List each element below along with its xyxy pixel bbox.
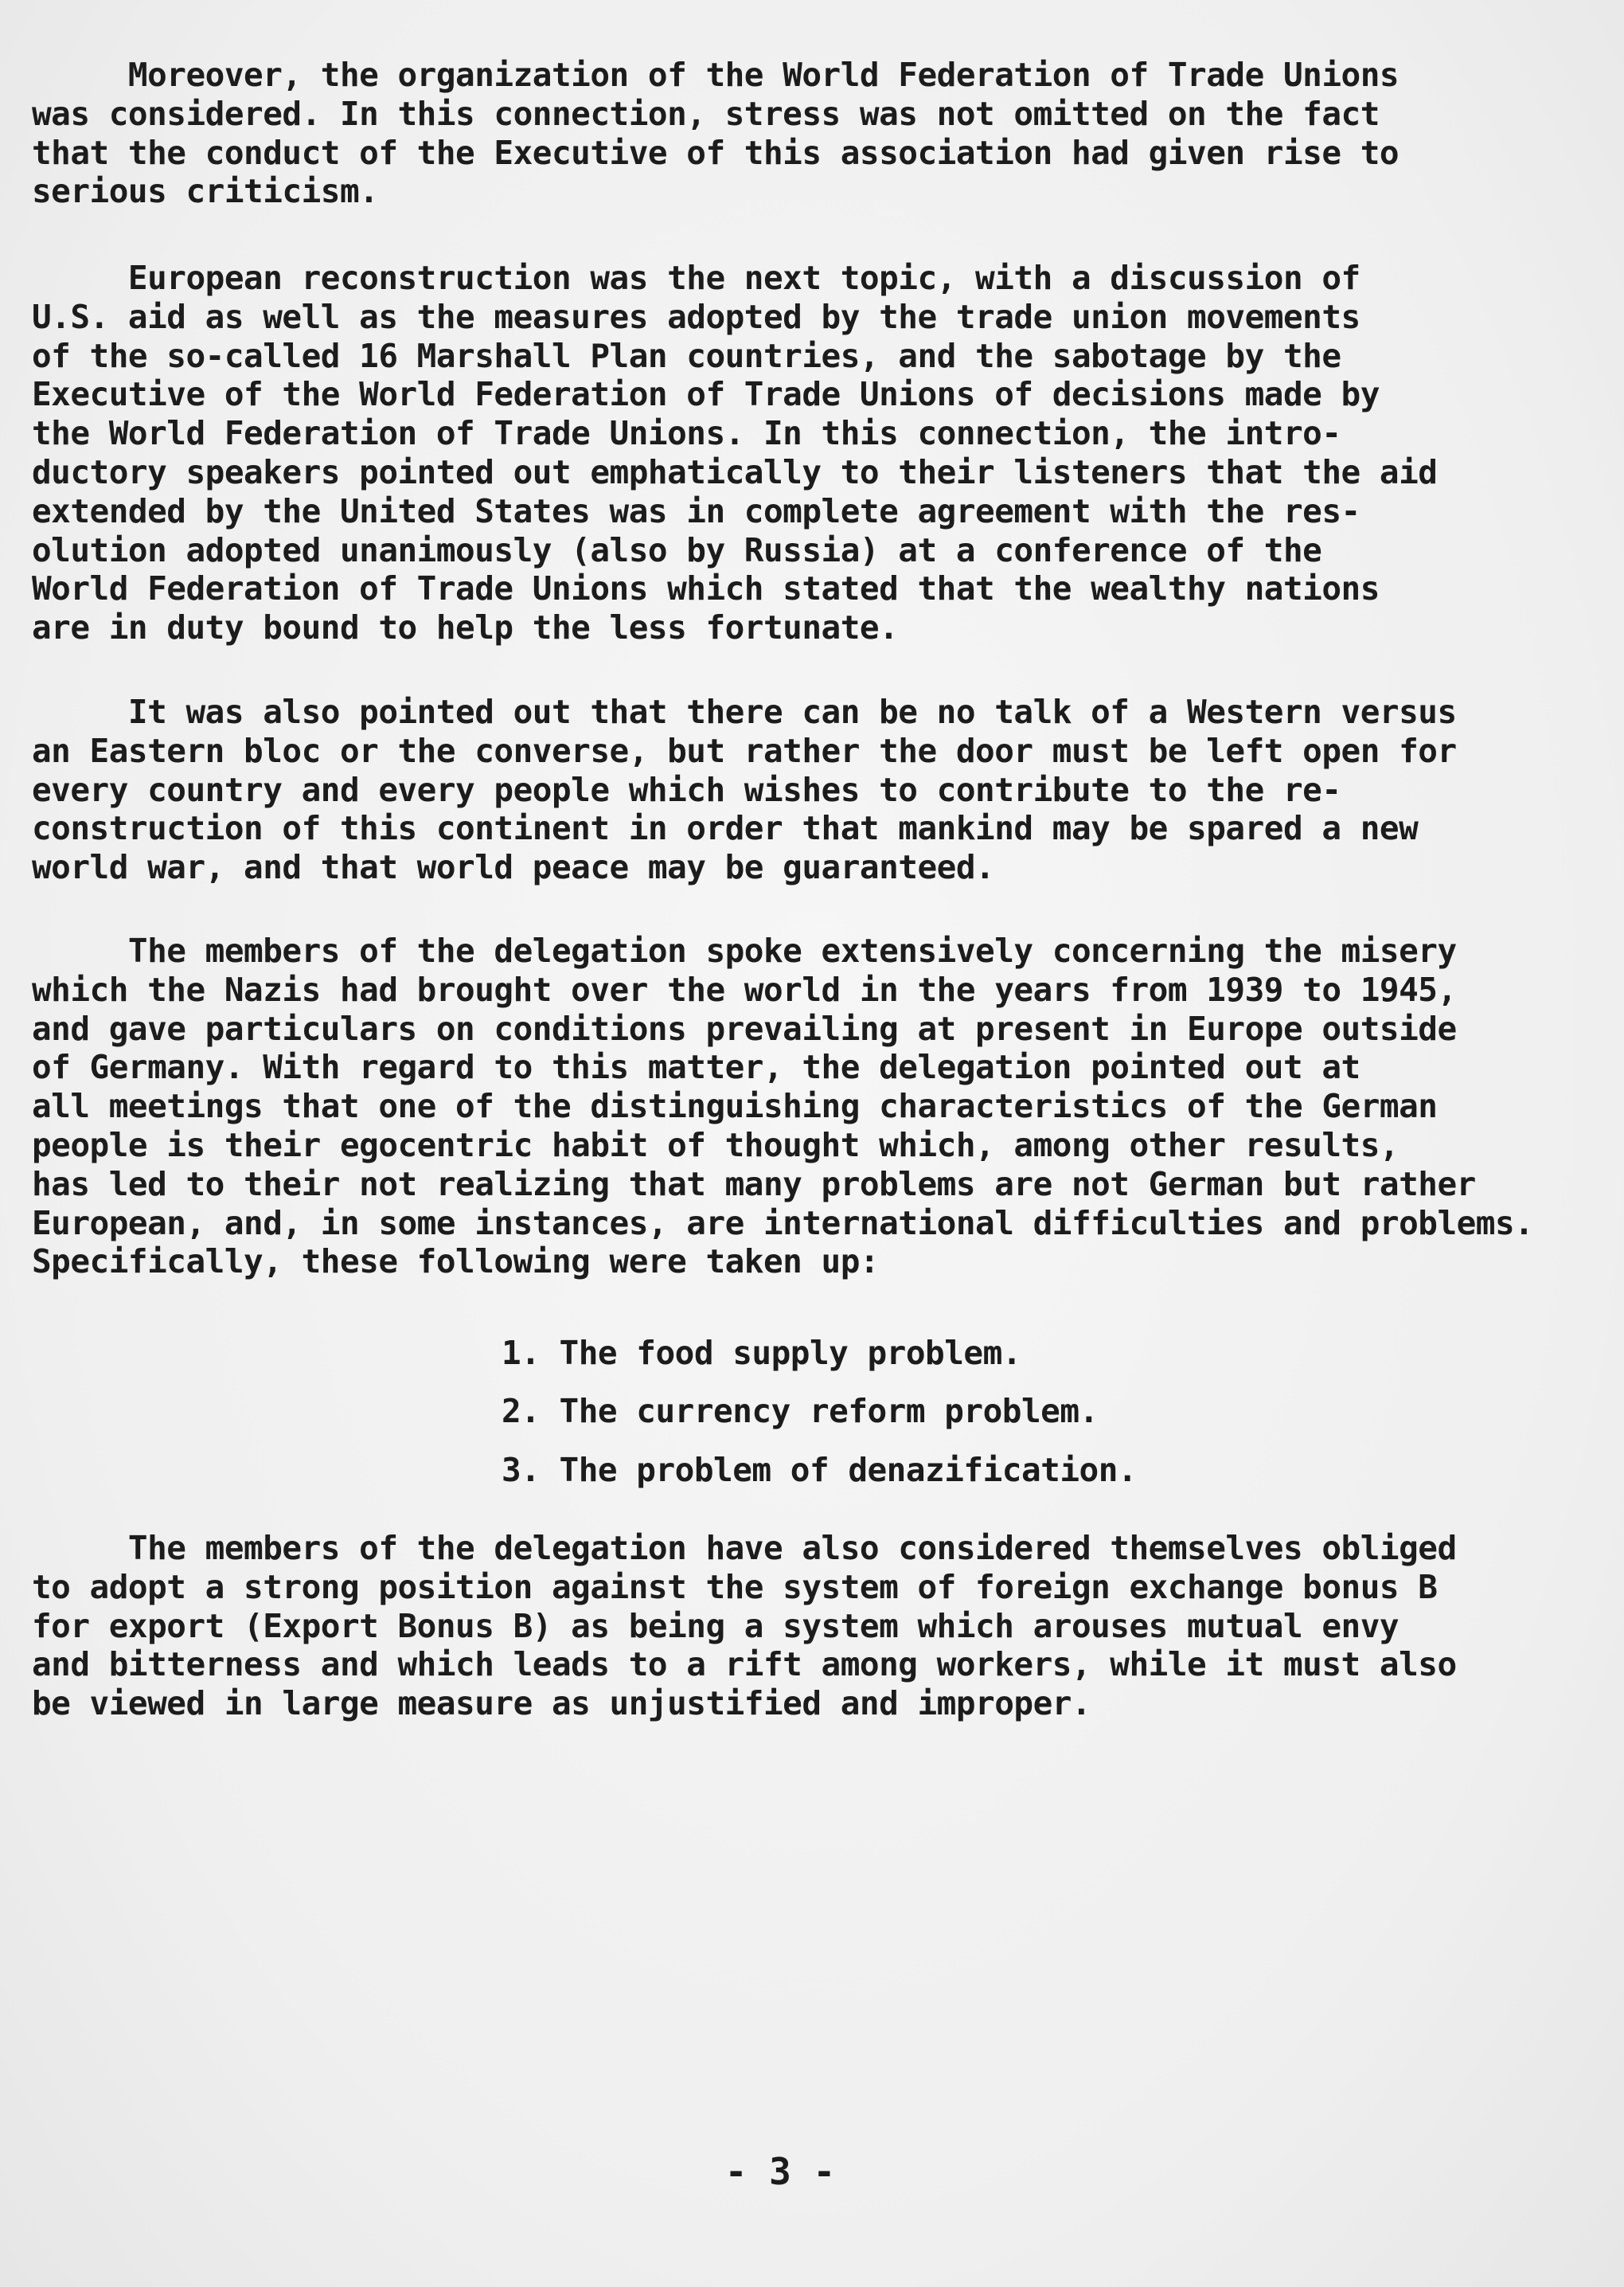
text-line: the World Federation of Trade Unions. In this connection, the intro- xyxy=(32,414,1341,453)
text-line: an Eastern bloc or the converse, but rather the door must be left open for xyxy=(32,731,1457,770)
text-line: The members of the delegation spoke extensively concerning the misery xyxy=(32,932,1457,970)
text-line: World Federation of Trade Unions which stated that the wealthy nations xyxy=(32,569,1380,608)
text-line: of the so-called 16 Marshall Plan countries, and the sabotage by the xyxy=(32,336,1341,375)
text-line: It was also pointed out that there can be no talk of a Western versus xyxy=(32,693,1457,731)
text-line: people is their egocentric habit of thought which, among other results, xyxy=(32,1125,1400,1164)
paragraph-nazi-misery xyxy=(32,932,1592,1281)
list-item: 2. The currency reform problem. xyxy=(502,1392,1099,1430)
text-line: of Germany. With regard to this matter, the delegation pointed out at xyxy=(32,1048,1360,1087)
text-line: has led to their not realizing that many problems are not German but rather xyxy=(32,1164,1476,1203)
text-line: ductory speakers pointed out emphatically to their listeners that the aid xyxy=(32,452,1438,491)
text-line: are in duty bound to help the less fortunate. xyxy=(32,608,899,647)
text-line: which the Nazis had brought over the world in the years from 1939 to 1945, xyxy=(32,970,1457,1009)
text-line: be viewed in large measure as unjustified and improper. xyxy=(32,1684,1091,1723)
text-line: for export (Export Bonus B) as being a system which arouses mutual envy xyxy=(32,1606,1400,1645)
text-line: olution adopted unanimously (also by Russia) at a conference of the xyxy=(32,530,1322,569)
paragraph-export-bonus xyxy=(32,1529,1592,1723)
text-line: construction of this continent in order that mankind may be spared a new xyxy=(32,809,1419,848)
text-line: that the conduct of the Executive of this association had given rise to xyxy=(32,133,1400,172)
text-line: all meetings that one of the distinguishing characteristics of the German xyxy=(32,1087,1438,1126)
text-line: serious criticism. xyxy=(32,172,379,211)
text-line: world war, and that world peace may be guaranteed. xyxy=(32,848,995,887)
text-line: every country and every people which wishes to contribute to the re- xyxy=(32,770,1341,809)
text-line: and bitterness and which leads to a rift among workers, while it must also xyxy=(32,1645,1457,1684)
text-line: and gave particulars on conditions prevailing at present in Europe outside xyxy=(32,1009,1457,1048)
text-line: European, and, in some instances, are international difficulties and problems. xyxy=(32,1203,1534,1242)
text-line: Specifically, these following were taken up: xyxy=(32,1242,880,1281)
text-line: The members of the delegation have also considered themselves obliged xyxy=(32,1529,1457,1567)
text-line: to adopt a strong position against the system of foreign exchange bonus B xyxy=(32,1567,1438,1606)
paragraph-wftu-organization xyxy=(32,56,1592,211)
list-item: 1. The food supply problem. xyxy=(502,1334,1021,1372)
text-line: U.S. aid as well as the measures adopted by the trade union movements xyxy=(32,297,1360,336)
page-number: - 3 - xyxy=(724,2150,836,2193)
text-line: Moreover, the organization of the World Federation of Trade Unions xyxy=(32,56,1400,94)
paragraph-western-eastern-bloc xyxy=(32,693,1592,887)
text-line: extended by the United States was in complete agreement with the res- xyxy=(32,491,1360,530)
list-item: 3. The problem of denazification. xyxy=(502,1451,1138,1489)
paragraph-european-reconstruction xyxy=(32,259,1592,647)
text-line: European reconstruction was the next topic, with a discussion of xyxy=(32,259,1360,297)
text-line: was considered. In this connection, stress was not omitted on the fact xyxy=(32,94,1380,133)
text-line: Executive of the World Federation of Trade Unions of decisions made by xyxy=(32,375,1380,414)
